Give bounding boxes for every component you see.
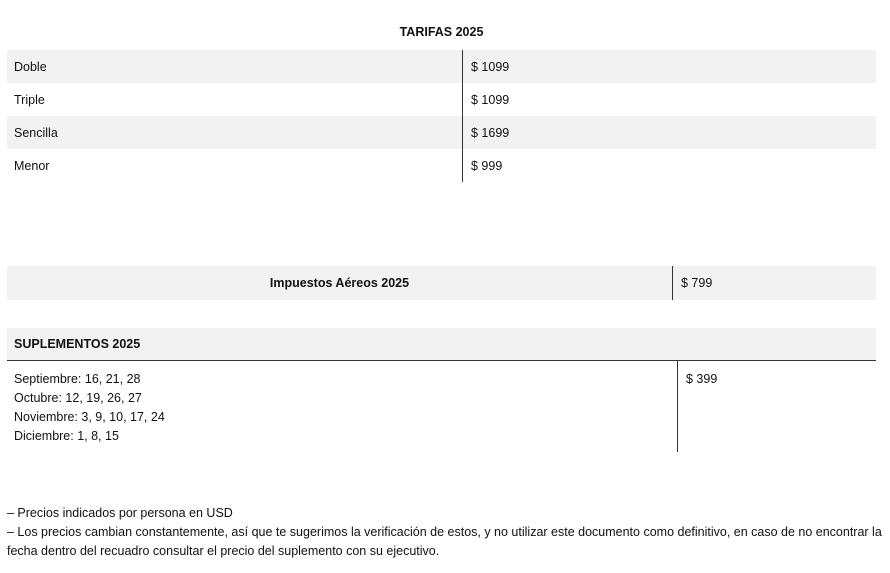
rate-price: $ 1099 xyxy=(471,92,510,107)
table-row xyxy=(7,50,876,83)
suplementos-dates xyxy=(7,361,678,452)
rate-name: Triple xyxy=(7,83,463,116)
tarifas-title: TARIFAS 2025 xyxy=(399,25,484,39)
supplement-date-line: Noviembre: 3, 9, 10, 17, 24 xyxy=(14,410,165,424)
suplementos-body xyxy=(7,361,876,452)
notes xyxy=(7,504,883,561)
note-line: – Precios indicados por persona en USD xyxy=(7,506,233,520)
rate-price: $ 1099 xyxy=(471,59,510,74)
rate-name: Menor xyxy=(7,149,463,182)
table-row xyxy=(7,116,876,149)
note-line: – Los precios cambian constantemente, así que te sugerimos la verificación de estos, y no utilizar este documento como definitivo, en caso de no encontrar la fecha dentro del recuadro consultar el precio del suplemento con su ejecutivo. xyxy=(7,525,882,558)
table-row xyxy=(7,83,876,116)
supplement-price: $ 399 xyxy=(686,372,718,386)
impuestos-row xyxy=(7,266,876,300)
supplement-date-line: Diciembre: 1, 8, 15 xyxy=(14,429,119,443)
rate-name: Doble xyxy=(7,50,463,83)
supplement-date-line: Octubre: 12, 19, 26, 27 xyxy=(14,391,142,405)
rate-price: $ 999 xyxy=(471,158,503,173)
rate-price: $ 1699 xyxy=(471,125,510,140)
table-row xyxy=(7,149,876,182)
supplement-date-line: Septiembre: 16, 21, 28 xyxy=(14,372,141,386)
tarifas-table xyxy=(7,50,876,182)
rate-name: Sencilla xyxy=(7,116,463,149)
suplementos-title: SUPLEMENTOS 2025 xyxy=(7,328,876,361)
impuestos-label: Impuestos Aéreos 2025 xyxy=(7,266,673,300)
impuestos-value: $ 799 xyxy=(681,276,713,290)
